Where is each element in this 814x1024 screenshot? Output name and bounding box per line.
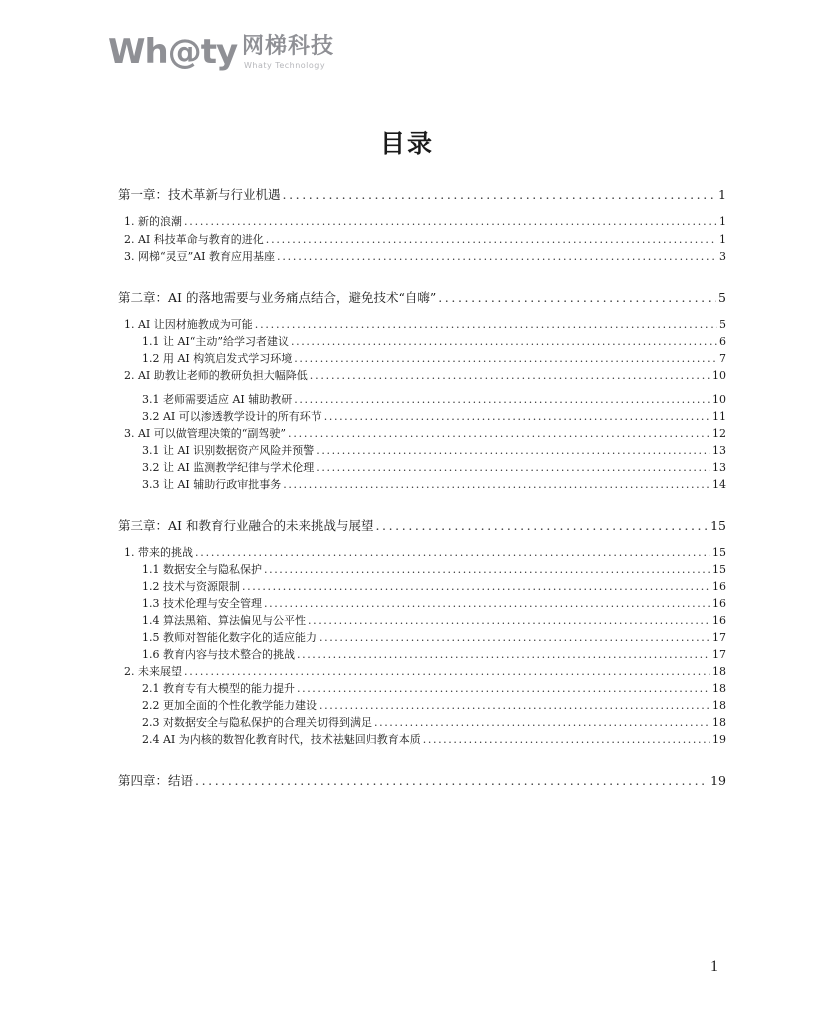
toc-dot-leader bbox=[283, 478, 710, 492]
toc-entry[interactable] bbox=[142, 478, 726, 492]
toc-entry-page: 3 bbox=[719, 250, 726, 263]
toc-entry-title: 1. AI 让因材施教成为可能 bbox=[124, 318, 253, 331]
toc-dot-leader bbox=[316, 461, 710, 475]
toc-entry-page: 18 bbox=[712, 682, 726, 695]
toc-entry-page: 5 bbox=[719, 318, 726, 331]
toc-dot-leader bbox=[264, 563, 710, 577]
toc-entry-page: 14 bbox=[712, 478, 726, 491]
toc-dot-leader bbox=[319, 699, 710, 713]
toc-entry-title: 3.2 AI 可以渗透教学设计的所有环节 bbox=[142, 410, 322, 423]
toc-entry-page: 18 bbox=[712, 716, 726, 729]
logo-chinese-name: 网梯科技 bbox=[242, 34, 335, 59]
toc-entry-title: 第一章：技术革新与行业机遇 bbox=[118, 187, 281, 202]
toc-entry-page: 16 bbox=[712, 597, 726, 610]
toc-entry[interactable] bbox=[124, 318, 726, 332]
toc-entry-title: 1.3 技术伦理与安全管理 bbox=[142, 597, 262, 610]
toc-entry-page: 1 bbox=[719, 215, 726, 228]
toc-entry-page: 18 bbox=[712, 665, 726, 678]
toc-dot-leader bbox=[308, 614, 710, 628]
toc-entry[interactable] bbox=[142, 682, 726, 696]
toc-dot-leader bbox=[423, 733, 710, 747]
toc-entry-page: 10 bbox=[712, 369, 726, 382]
toc-entry[interactable] bbox=[142, 614, 726, 628]
toc-entry-title: 2. 未来展望 bbox=[124, 665, 182, 678]
toc-dot-leader bbox=[375, 518, 708, 534]
toc-dot-leader bbox=[291, 335, 717, 349]
toc-entry-page: 7 bbox=[719, 352, 726, 365]
toc-entry[interactable] bbox=[124, 665, 726, 679]
toc-entry-title: 1.6 教育内容与技术整合的挑战 bbox=[142, 648, 295, 661]
page-number: 1 bbox=[710, 958, 718, 975]
toc-entry-title: 第四章：结语 bbox=[118, 773, 194, 788]
toc-entry[interactable] bbox=[142, 393, 726, 407]
toc-entry[interactable] bbox=[124, 427, 726, 441]
logo-english-name: Whaty Technology bbox=[244, 61, 326, 70]
toc-entry-title: 1. 新的浪潮 bbox=[124, 215, 182, 228]
toc-dot-leader bbox=[294, 352, 717, 366]
toc-entry-title: 3. AI 可以做管理决策的“副驾驶” bbox=[124, 427, 287, 440]
toc-dot-leader bbox=[319, 631, 710, 645]
toc-entry-title: 1.5 教师对智能化数字化的适应能力 bbox=[142, 631, 317, 644]
toc-entry-title: 1.4 算法黑箱、算法偏见与公平性 bbox=[142, 614, 306, 627]
toc-entry[interactable] bbox=[124, 546, 726, 560]
toc-dot-leader bbox=[374, 716, 710, 730]
toc-dot-leader bbox=[316, 444, 710, 458]
toc-entry-title: 2.3 对数据安全与隐私保护的合理关切得到满足 bbox=[142, 716, 372, 729]
toc-dot-leader bbox=[324, 410, 710, 424]
toc-entry[interactable] bbox=[142, 352, 726, 366]
toc-entry[interactable] bbox=[142, 444, 726, 458]
toc-dot-leader bbox=[195, 773, 708, 789]
toc-entry[interactable] bbox=[142, 580, 726, 594]
toc-entry-title: 第二章：AI 的落地需要与业务痛点结合，避免技术“自嗨” bbox=[118, 290, 437, 305]
toc-entry-page: 15 bbox=[712, 563, 726, 576]
toc-entry-page: 16 bbox=[712, 614, 726, 627]
toc-dot-leader bbox=[283, 187, 717, 203]
toc-entry-title: 1.1 让 AI“主动”给学习者建议 bbox=[142, 335, 290, 348]
toc-entry-title: 1. 带来的挑战 bbox=[124, 546, 193, 559]
toc-entry[interactable] bbox=[142, 410, 726, 424]
toc-entry[interactable] bbox=[118, 518, 726, 534]
toc-entry-page: 15 bbox=[710, 518, 726, 533]
toc-entry-page: 5 bbox=[718, 290, 726, 305]
toc-entry-page: 17 bbox=[712, 648, 726, 661]
logo-brand: Wh@ty bbox=[108, 32, 238, 72]
toc-entry[interactable] bbox=[124, 215, 726, 229]
toc-entry-page: 18 bbox=[712, 699, 726, 712]
toc-entry-page: 13 bbox=[712, 444, 726, 457]
toc-dot-leader bbox=[264, 597, 710, 611]
toc-entry-page: 17 bbox=[712, 631, 726, 644]
toc-dot-leader bbox=[294, 393, 710, 407]
toc-entry-page: 12 bbox=[712, 427, 726, 440]
toc-dot-leader bbox=[297, 682, 710, 696]
toc-entry-page: 13 bbox=[712, 461, 726, 474]
toc-entry[interactable] bbox=[142, 563, 726, 577]
toc-entry[interactable] bbox=[118, 187, 726, 203]
toc-entry-title: 2.1 教育专有大模型的能力提升 bbox=[142, 682, 295, 695]
toc-entry-page: 11 bbox=[712, 410, 726, 423]
toc-entry[interactable] bbox=[142, 597, 726, 611]
toc-entry-title: 1.1 数据安全与隐私保护 bbox=[142, 563, 262, 576]
toc-entry[interactable] bbox=[124, 233, 726, 247]
toc-dot-leader bbox=[266, 233, 717, 247]
toc-entry-title: 2. AI 科技革命与教育的进化 bbox=[124, 233, 264, 246]
toc-dot-leader bbox=[277, 250, 717, 264]
toc-entry[interactable] bbox=[142, 335, 726, 349]
toc-dot-leader bbox=[310, 369, 710, 383]
toc-entry-page: 16 bbox=[712, 580, 726, 593]
toc-entry-page: 19 bbox=[710, 773, 726, 788]
toc-entry[interactable] bbox=[118, 290, 726, 306]
toc-entry-title: 3.1 让 AI 识别数据资产风险并预警 bbox=[142, 444, 315, 457]
toc-dot-leader bbox=[297, 648, 710, 662]
toc-entry-title: 第三章：AI 和教育行业融合的未来挑战与展望 bbox=[118, 518, 374, 533]
toc-dot-leader bbox=[195, 546, 710, 560]
toc-dot-leader bbox=[255, 318, 717, 332]
toc-entry[interactable] bbox=[142, 631, 726, 645]
company-logo bbox=[108, 32, 348, 76]
toc-dot-leader bbox=[242, 580, 710, 594]
page-title: 目录 bbox=[379, 129, 434, 158]
toc-dot-leader bbox=[438, 290, 716, 306]
toc-entry[interactable] bbox=[142, 648, 726, 662]
toc-entry-title: 3.1 老师需要适应 AI 辅助教研 bbox=[142, 393, 293, 406]
toc-entry[interactable] bbox=[124, 369, 726, 383]
toc-entry-page: 10 bbox=[712, 393, 726, 406]
toc-entry[interactable] bbox=[142, 716, 726, 730]
toc-dot-leader bbox=[288, 427, 710, 441]
toc-dot-leader bbox=[184, 665, 710, 679]
toc-entry-title: 3.2 让 AI 监测教学纪律与学术伦理 bbox=[142, 461, 315, 474]
toc-entry-page: 1 bbox=[718, 187, 726, 202]
toc-entry-page: 15 bbox=[712, 546, 726, 559]
toc-entry-page: 1 bbox=[719, 233, 726, 246]
toc-entry-title: 3. 网梯“灵豆”AI 教育应用基座 bbox=[124, 250, 276, 263]
toc-entry[interactable] bbox=[142, 461, 726, 475]
toc-entry-title: 2.2 更加全面的个性化教学能力建设 bbox=[142, 699, 317, 712]
toc-entry-page: 6 bbox=[719, 335, 726, 348]
toc-entry-title: 1.2 技术与资源限制 bbox=[142, 580, 240, 593]
toc-entry-page: 19 bbox=[712, 733, 726, 746]
toc-entry-title: 1.2 用 AI 构筑启发式学习环境 bbox=[142, 352, 293, 365]
toc-dot-leader bbox=[184, 215, 717, 229]
toc-entry-title: 3.3 让 AI 辅助行政审批事务 bbox=[142, 478, 282, 491]
toc-entry[interactable] bbox=[142, 733, 726, 747]
toc-entry-title: 2.4 AI 为内核的数智化教育时代，技术祛魅回归教育本质 bbox=[142, 733, 421, 746]
toc-entry-title: 2. AI 助教让老师的教研负担大幅降低 bbox=[124, 369, 308, 382]
toc-entry[interactable] bbox=[124, 250, 726, 264]
toc-entry[interactable] bbox=[142, 699, 726, 713]
toc-entry[interactable] bbox=[118, 773, 726, 789]
